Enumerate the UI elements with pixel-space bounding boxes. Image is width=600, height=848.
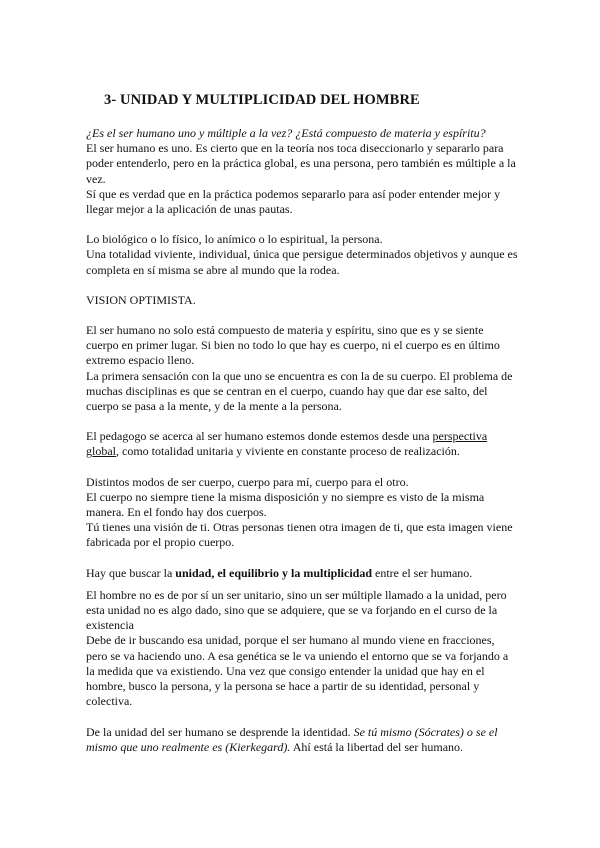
paragraph-4: Una totalidad viviente, individual, única que persigue determinados objetivos y aunque es completa en sí misma se abre al mundo que la rodea. — [86, 247, 518, 277]
paragraph-7: El pedagogo se acerca al ser humano estemos donde estemos desde una perspectiva global, como totalidad unitaria y viviente en constante proceso de realización. — [86, 429, 488, 459]
paragraph-12: El hombre no es de por sí un ser unitario, sino un ser múltiple llamado a la unidad, pero esta unidad no es algo dado, sino que se adquiere, que se va forjando en el curso de la existencia — [86, 587, 507, 633]
document-page — [86, 92, 518, 755]
paragraph-11: Hay que buscar la unidad, el equilibrio y la multiplicidad entre el ser humano. — [86, 565, 473, 580]
paragraph-14: De la unidad del ser humano se desprende la identidad. Se tú mismo (Sócrates) o se el mismo que uno realmente es (Kierkegard). Ahí está la libertad del ser humano. — [86, 724, 498, 754]
paragraph-8: Distintos modos de ser cuerpo, cuerpo para mí, cuerpo para el otro. — [86, 474, 409, 489]
underlined-phrase: perspectiva global — [86, 429, 488, 459]
paragraph-2: Sí que es verdad que en la práctica podemos separarlo para así poder entender mejor y llegar mejor a la aplicación de unas pautas. — [86, 186, 501, 217]
page-title: 3- UNIDAD Y MULTIPLICIDAD DEL HOMBRE — [104, 92, 420, 108]
paragraph-6: La primera sensación con la que uno se encuentra es con la de su cuerpo. El problema de muchas disciplinas es que se centran en el cuerpo, cuando hay que dar ese salto, del cuerpo se pasa a la mente, y de la mente a la persona. — [86, 368, 513, 414]
bold-phrase: unidad, el equilibrio y la multiplicidad — [175, 565, 373, 580]
paragraph-5: El ser humano no solo está compuesto de materia y espíritu, sino que es y se siente cuerpo en primer lugar. Si bien no todo lo que hay es cuerpo, ni el cuerpo es en último extremo espacio lleno. — [86, 323, 500, 368]
intro-question: ¿Es el ser humano uno y múltiple a la vez? ¿Está compuesto de materia y espíritu? — [86, 126, 486, 140]
paragraph-3: Lo biológico o lo físico, lo anímico o lo espiritual, la persona. — [86, 232, 383, 247]
paragraph-13: Debe de ir buscando esa unidad, porque el ser humano al mundo viene en fracciones, pero se va haciendo uno. A esa genética se le va uniendo el entorno que se va forjando a la medida que va existiendo. Una vez que consigo entender la unidad que hay en el hombre, busco la persona, y la persona se hace a partir de su identidad, personal y colectiva. — [86, 633, 509, 709]
section-heading: VISION OPTIMISTA. — [86, 292, 196, 307]
paragraph-9: El cuerpo no siempre tiene la misma disposición y no siempre es visto de la misma manera. En el fondo hay dos cuerpos. — [86, 489, 485, 520]
italic-quote: Se tú mismo (Sócrates) o se el mismo que uno realmente es (Kierkegard). — [86, 724, 498, 754]
paragraph-10: Tú tienes una visión de ti. Otras personas tienen otra imagen de ti, que esta imagen viene fabricada por el propio cuerpo. — [86, 520, 513, 550]
paragraph-1: El ser humano es uno. Es cierto que en la teoría nos toca diseccionarlo y separarlo para poder entenderlo, pero en la práctica global, es una persona, pero también es múltiple a la vez. — [86, 141, 516, 186]
